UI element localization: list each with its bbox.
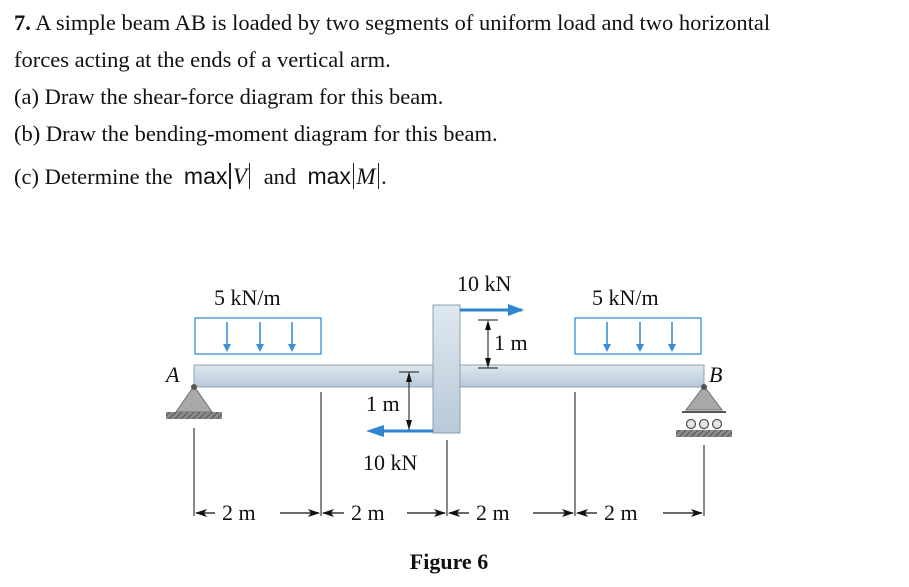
part-b: (b) Draw the bending-moment diagram for this beam. — [14, 121, 498, 146]
arm-bottom-dim-label: 1 m — [366, 391, 400, 416]
statement-line-1: A simple beam AB is loaded by two segments of uniform load and two horizontal — [35, 10, 771, 35]
period: . — [381, 164, 387, 189]
label-b: B — [709, 362, 723, 387]
label-a: A — [166, 362, 180, 387]
bottom-force-arrow — [366, 425, 433, 437]
statement-line-2: forces acting at the ends of a vertical arm. — [14, 47, 391, 72]
top-force-arrow — [460, 304, 524, 316]
pin-support-a — [166, 384, 222, 419]
span-dim-2: 2 m — [351, 500, 385, 525]
and-word: and — [263, 164, 297, 189]
span-dim-3: 2 m — [476, 500, 510, 525]
max-word-2: max — [307, 163, 351, 189]
symbol-v: V — [232, 164, 247, 189]
symbol-m: M — [356, 164, 376, 189]
part-c-prefix: (c) Determine the — [14, 164, 173, 189]
force-bottom-label: 10 kN — [363, 450, 418, 475]
force-top-label: 10 kN — [457, 271, 512, 296]
load-left-label: 5 kN/m — [214, 285, 281, 310]
problem-number: 7. — [14, 10, 31, 35]
roller-support-b — [676, 384, 732, 437]
span-dim-4: 2 m — [604, 500, 638, 525]
part-a: (a) Draw the shear-force diagram for this beam. — [14, 84, 444, 109]
max-word: max — [183, 163, 228, 189]
load-right-label: 5 kN/m — [592, 285, 659, 310]
left-distributed-load — [195, 318, 321, 354]
vertical-arm — [433, 305, 460, 433]
arm-top-dim-label: 1 m — [494, 330, 528, 355]
figure-caption: Figure 6 — [409, 549, 489, 574]
span-dim-1: 2 m — [222, 500, 256, 525]
right-distributed-load — [575, 318, 701, 354]
